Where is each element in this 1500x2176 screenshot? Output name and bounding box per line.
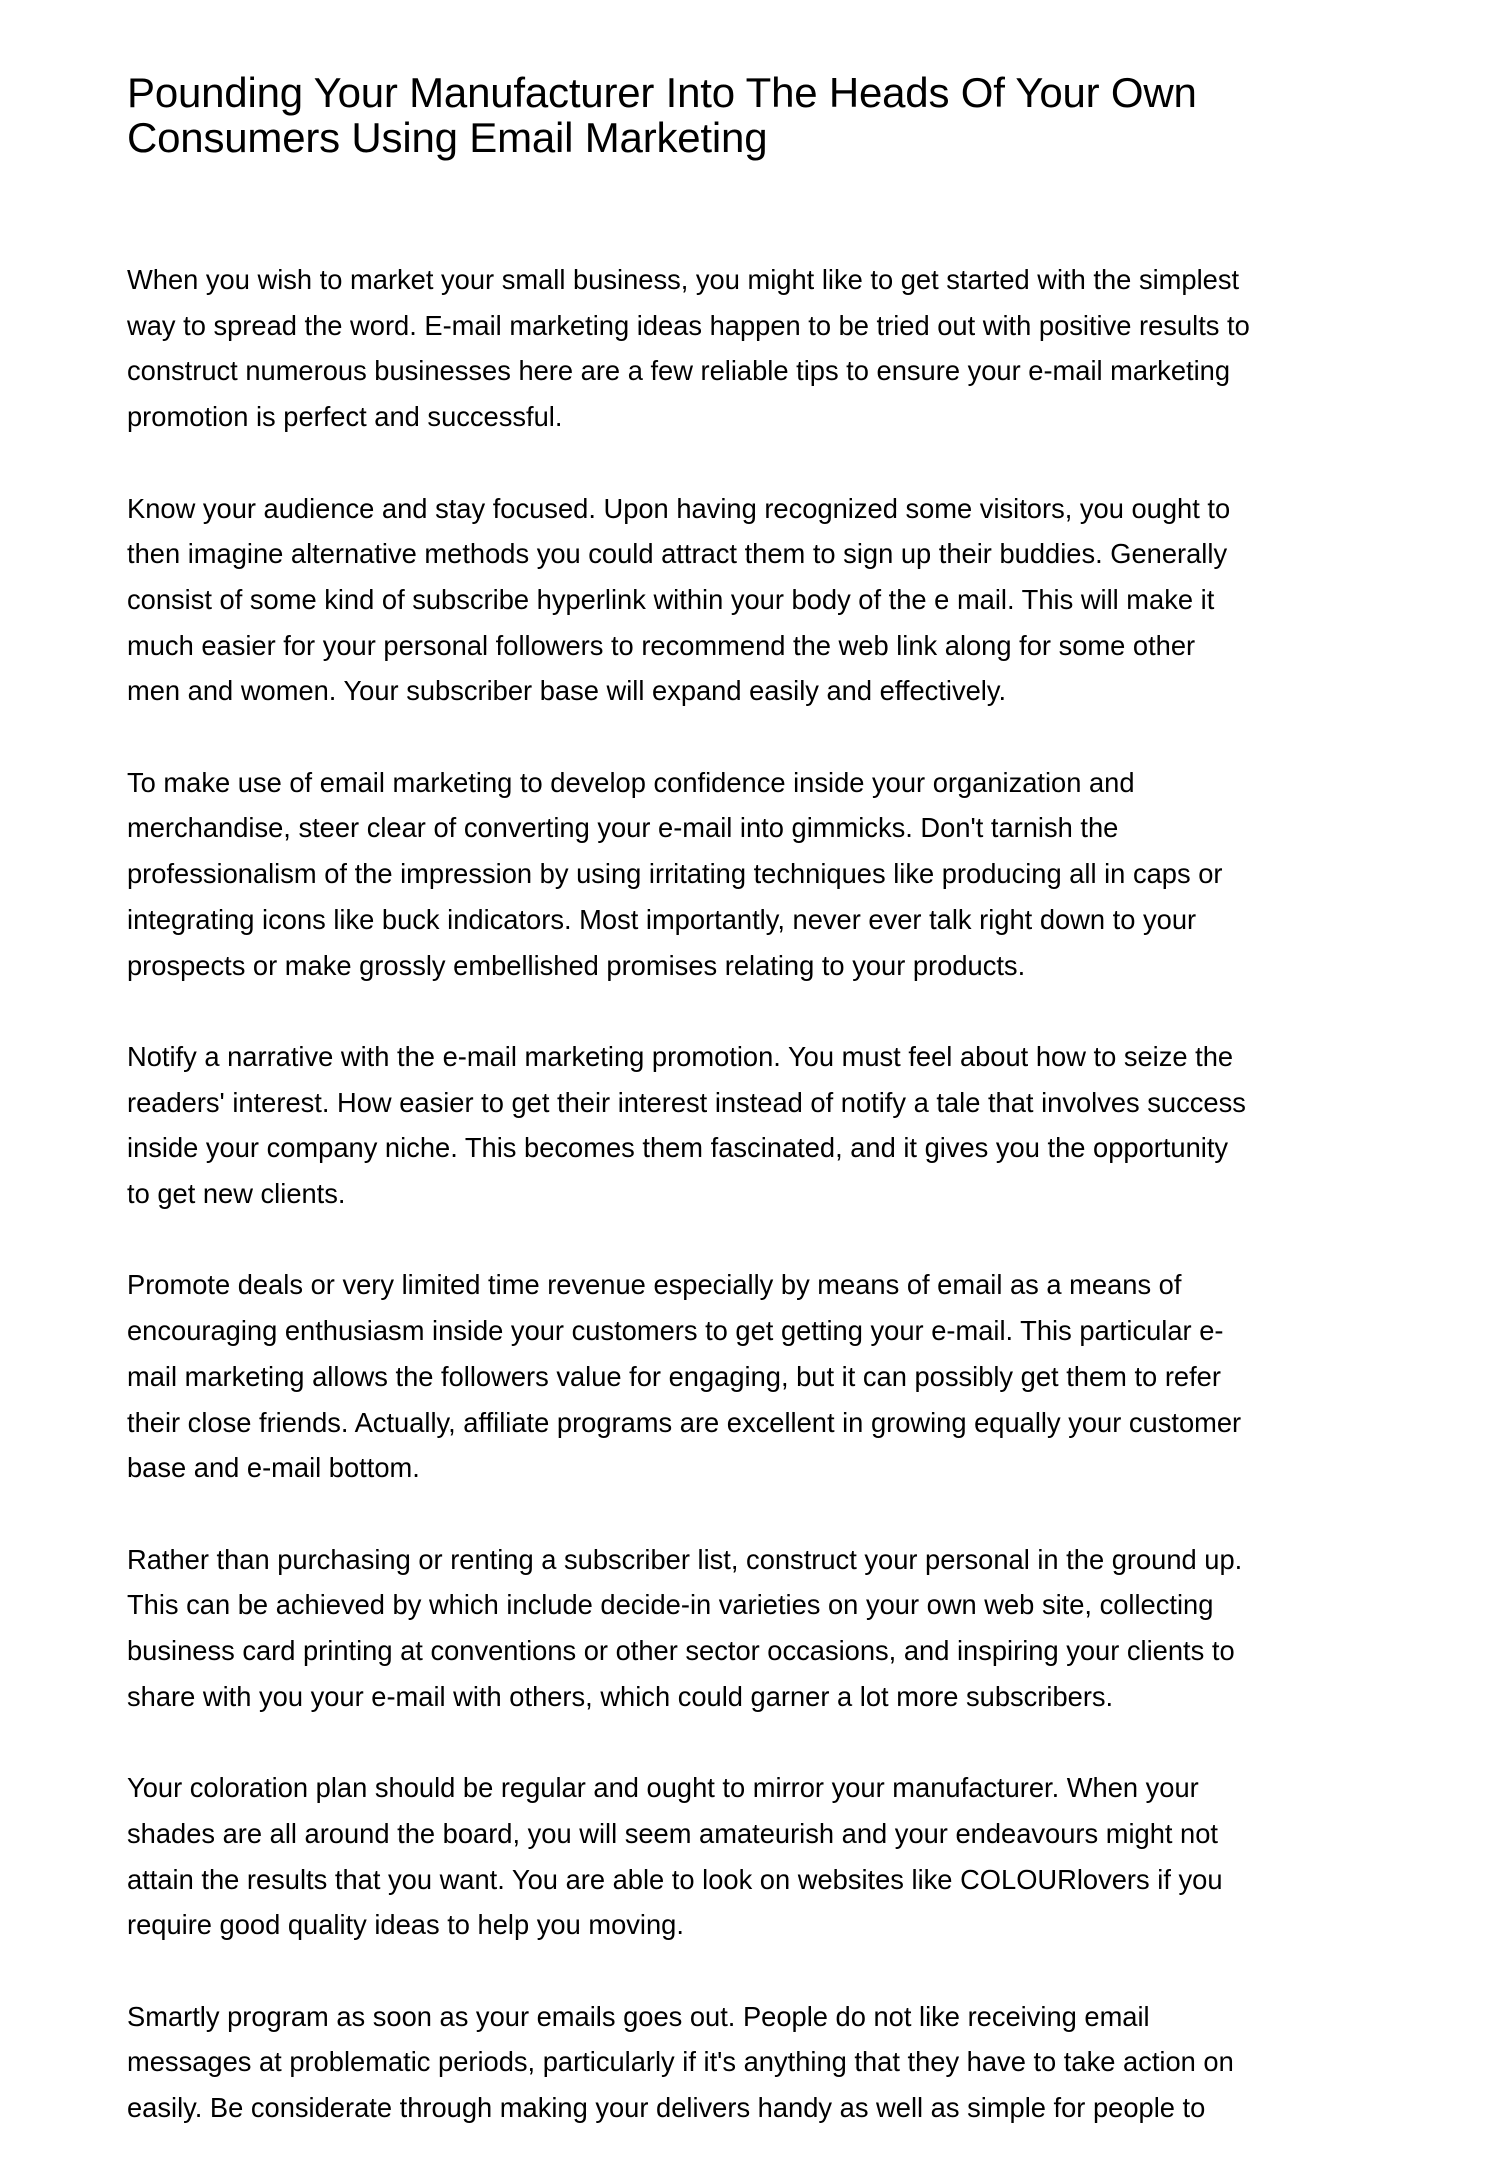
text-line: professionalism of the impression by using irritating techniques like producing all in caps or — [127, 858, 1223, 890]
text-line: Rather than purchasing or renting a subscriber list, construct your personal in the ground up. — [127, 1543, 1243, 1575]
text-line: men and women. Your subscriber base will expand easily and effectively. — [127, 675, 1007, 707]
text-line: When you wish to market your small business, you might like to get started with the simplest — [127, 264, 1240, 295]
text-line: promotion is perfect and successful. — [127, 401, 563, 433]
title-line: Pounding Your Manufacturer Into The Heads Of Your Own — [127, 69, 1197, 116]
text-line: To make use of email marketing to develop confidence inside your organization and — [127, 766, 1135, 798]
text-line: Promote deals or very limited time revenue especially by means of email as a means of — [127, 1269, 1182, 1301]
paragraph — [127, 486, 1427, 715]
document-title — [127, 70, 1427, 160]
text-line: messages at problematic periods, particularly if it's anything that they have to take action on — [127, 2046, 1234, 2078]
text-line: easily. Be considerate through making your delivers handy as well as simple for people to — [127, 2092, 1206, 2124]
document-page — [127, 70, 1427, 2176]
text-line: inside your company niche. This becomes them fascinated, and it gives you the opportunity — [127, 1132, 1229, 1164]
text-line: their close friends. Actually, affiliate programs are excellent in growing equally your customer — [127, 1406, 1242, 1438]
document-body — [127, 257, 1427, 2131]
text-line: business card printing at conventions or other sector occasions, and inspiring your clients to — [127, 1635, 1235, 1667]
text-line: way to spread the word. E-mail marketing ideas happen to be tried out with positive results to — [127, 309, 1250, 341]
paragraph — [127, 1034, 1427, 1217]
text-line: Your coloration plan should be regular and ought to mirror your manufacturer. When your — [127, 1772, 1199, 1804]
title-line: Consumers Using Email Marketing — [127, 114, 768, 161]
text-line: much easier for your personal followers to recommend the web link along for some other — [127, 629, 1196, 661]
text-line: require good quality ideas to help you moving. — [127, 1909, 684, 1941]
text-line: readers' interest. How easier to get their interest instead of notify a tale that involves success — [127, 1086, 1246, 1118]
text-line: integrating icons like buck indicators. Most importantly, never ever talk right down to your — [127, 903, 1197, 935]
paragraph — [127, 1765, 1427, 1948]
text-line: attain the results that you want. You are able to look on websites like COLOURlovers if you — [127, 1863, 1223, 1895]
text-line: Notify a narrative with the e-mail marketing promotion. You must feel about how to seize the — [127, 1040, 1234, 1072]
text-line: merchandise, steer clear of converting your e-mail into gimmicks. Don't tarnish the — [127, 812, 1119, 844]
paragraph — [127, 257, 1427, 440]
text-line: share with you your e-mail with others, which could garner a lot more subscribers. — [127, 1680, 1114, 1712]
text-line: to get new clients. — [127, 1178, 346, 1210]
paragraph — [127, 1994, 1427, 2131]
text-line: Smartly program as soon as your emails goes out. People do not like receiving email — [127, 2000, 1150, 2032]
text-line: prospects or make grossly embellished promises relating to your products. — [127, 949, 1026, 981]
paragraph — [127, 1262, 1427, 1491]
text-line: mail marketing allows the followers value for engaging, but it can possibly get them to refer — [127, 1360, 1221, 1392]
text-line: then imagine alternative methods you could attract them to sign up their buddies. Generally — [127, 538, 1228, 570]
text-line: consist of some kind of subscribe hyperlink within your body of the e mail. This will make it — [127, 583, 1215, 615]
paragraph — [127, 1537, 1427, 1720]
paragraph — [127, 760, 1427, 989]
text-line: encouraging enthusiasm inside your customers to get getting your e-mail. This particular e- — [127, 1315, 1224, 1347]
text-line: This can be achieved by which include decide-in varieties on your own web site, collecting — [127, 1589, 1214, 1621]
text-line: base and e-mail bottom. — [127, 1452, 420, 1484]
text-line: shades are all around the board, you will seem amateurish and your endeavours might not — [127, 1817, 1218, 1849]
text-line: Know your audience and stay focused. Upon having recognized some visitors, you ought to — [127, 492, 1231, 524]
text-line: construct numerous businesses here are a few reliable tips to ensure your e-mail marketing — [127, 355, 1231, 387]
